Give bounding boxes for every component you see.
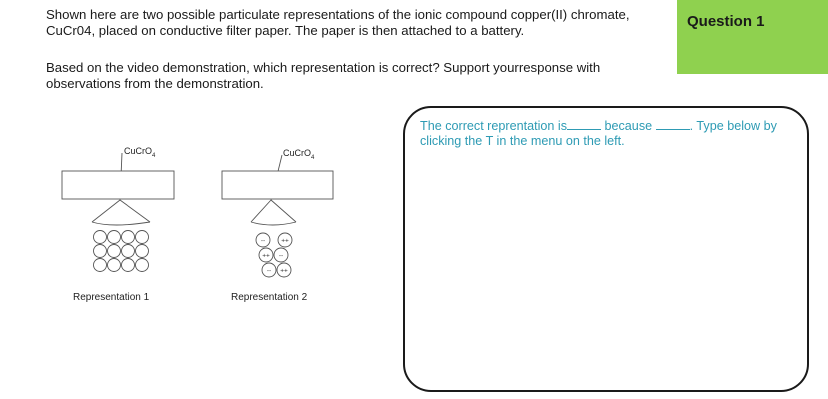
rep2-ion-sign-1: -- [260,237,266,245]
rep2-formula-main: CuCrO [283,148,312,158]
question-paragraph-1: Shown here are two possible particulate representations of the ionic compound copper(II) chromate, CuCr04, placed on conductive filter paper. The paper is then attached to a battery. [46,7,630,38]
rep2-ion-sign-5: -- [266,267,272,275]
rep2-ion-sign-4: -- [278,252,284,260]
question-badge-label: Question 1 [687,13,765,30]
rep2-formula-sub: 4 [311,154,315,161]
question-paragraph-2: Based on the video demonstration, which representation is correct? Support yourresponse with observations from the demonstration. [46,60,601,91]
rep2-ion-sign-3: ++ [262,252,270,260]
rep2-diagram [222,155,333,277]
rep1-formula-main: CuCrO [124,146,153,156]
answer-prompt-part-1: The correct reprentation is [420,119,567,133]
rep2-ion-sign-2: ++ [281,237,289,245]
rep1-label: Representation 1 [73,292,150,303]
rep2-label: Representation 2 [231,292,308,303]
rep1-diagram [62,153,174,272]
answer-prompt-part-2: because [604,119,653,133]
rep2-ion-sign-6: ++ [280,267,288,275]
rep1-formula-sub: 4 [152,152,156,159]
rep1-ion-cluster [94,231,149,272]
answer-prompt-part-3: . Type below by clicking the T in the menu on the left. [420,119,777,148]
